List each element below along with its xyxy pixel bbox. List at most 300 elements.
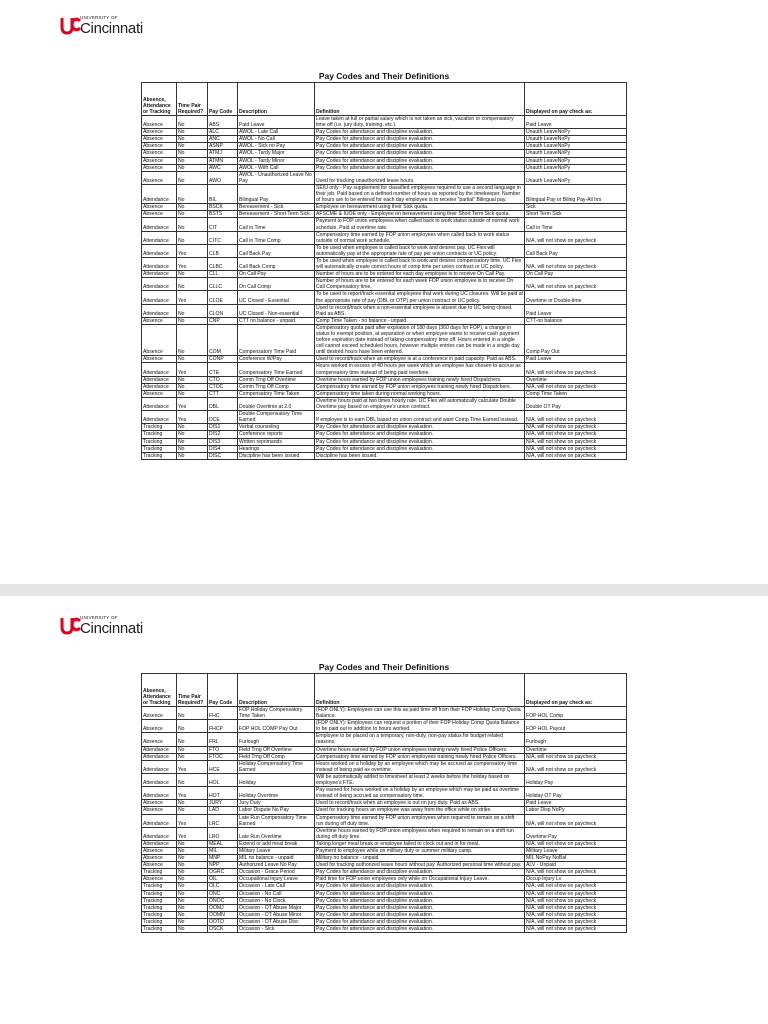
cell-paycheck: Paid Leave [525, 116, 627, 129]
cell-paycheck: Overtime or Double-time [525, 291, 627, 304]
logo-small-text: UNIVERSITY OF [80, 15, 118, 21]
cell-pay-code: CLON [208, 304, 238, 317]
cell-paycheck: N/A, will not show on paycheck [525, 438, 627, 445]
table-header-row [142, 674, 627, 707]
table-row [142, 271, 627, 278]
university-logo [60, 16, 143, 36]
cell-paycheck: Comp Time Taken [525, 390, 627, 397]
cell-type: Absence [142, 136, 177, 143]
cell-type: Tracking [142, 883, 177, 890]
cell-definition: If employee is to earn DBL based on union contract and want Comp Time Earned instead. [315, 411, 525, 424]
cell-description: Bereavement - Short Term Sick [238, 211, 315, 218]
table-row [142, 278, 627, 291]
cell-paycheck: MIL NoPay NoBal [525, 855, 627, 862]
cell-paycheck: FOP HOL Comp [525, 707, 627, 720]
cell-pay-code: CTO [208, 376, 238, 383]
cell-pay-code: OOMN [208, 911, 238, 918]
cell-time-pair: No [177, 116, 208, 129]
cell-definition: Pay Codes for attendance and discipline evaluation. [315, 143, 525, 150]
cell-description: FOP Holiday Compensatory Time Taken [238, 707, 315, 720]
cell-time-pair: No [177, 862, 208, 869]
cell-paycheck: ALV - Unpaid [525, 862, 627, 869]
cell-time-pair: No [177, 390, 208, 397]
cell-definition: SEIU only - Pay supplement for classified employees required to use a second language in their job. Paid based on a defined number of hours as reported by the timekeeper. Number of hours are to be entered for each day employee is to receive "partial" Bilingual pay. [315, 184, 525, 203]
header-type: Absence, Attendance or Tracking [142, 83, 177, 116]
table-row [142, 840, 627, 847]
cell-definition: Discipline has been issued. [315, 452, 525, 459]
cell-pay-code: FHC [208, 707, 238, 720]
cell-pay-code: JURY [208, 800, 238, 807]
cell-paycheck: N/A, will not show on paycheck [525, 890, 627, 897]
cell-type: Absence [142, 116, 177, 129]
cell-definition: Pay Codes for attendance and discipline evaluation. [315, 157, 525, 164]
cell-paycheck: N/A, will not show on paycheck [525, 431, 627, 438]
cell-time-pair: No [177, 800, 208, 807]
cell-type: Absence [142, 150, 177, 157]
cell-type: Attendance [142, 411, 177, 424]
cell-definition: Pay Codes for attendance and discipline evaluation. [315, 164, 525, 171]
cell-type: Attendance [142, 271, 177, 278]
cell-description: Field Trng Off Overtime [238, 746, 315, 753]
table-row [142, 753, 627, 760]
cell-pay-code: LRO [208, 827, 238, 840]
cell-paycheck: Call Back Pay [525, 244, 627, 257]
cell-definition: Payment to FOP union employees when called back to work status outside of normal work schedule. Paid at overtime rate. [315, 218, 525, 231]
cell-time-pair: Yes [177, 827, 208, 840]
cell-definition: Compensatory quota paid after expiration of 180 days (360 days for FOP), a change in status to exempt position, at separation or when employee wants to receive cash payment before expiration date instead of taking compensatory time off. Hours entered in a single cell cannot exceed scheduled hours, however multiple entries can be made in a single day until desired hours have been entered. [315, 324, 525, 355]
cell-definition: Pay Codes for attendance and discipline evaluation. [315, 438, 525, 445]
cell-pay-code: BSCK [208, 204, 238, 211]
cell-description: AWOL - Late Call [238, 129, 315, 136]
cell-pay-code: DIS4 [208, 445, 238, 452]
cell-description: Authorized Leave No Pay [238, 862, 315, 869]
cell-definition: Used to record/track when a non-essential employee is absent due to UC being closed. Paid as ABS. [315, 304, 525, 317]
cell-paycheck: Unauth LeaveNoPy [525, 171, 627, 184]
cell-pay-code: CNP [208, 317, 238, 324]
cell-pay-code: ABS [208, 116, 238, 129]
cell-paycheck: Bilingual Pay or Biling Pay-All hrs [525, 184, 627, 203]
cell-time-pair: No [177, 271, 208, 278]
table-row [142, 383, 627, 390]
cell-pay-code: CLBC [208, 257, 238, 270]
table-row [142, 171, 627, 184]
header-definition: Definition [315, 83, 525, 116]
cell-definition: Number of hours are to be entered for each day employee is to receive On Call Pay. [315, 271, 525, 278]
cell-paycheck: N/A, will not show on paycheck [525, 445, 627, 452]
table-row [142, 431, 627, 438]
cell-time-pair: No [177, 753, 208, 760]
cell-time-pair: No [177, 157, 208, 164]
cell-paycheck: N/A, will not show on paycheck [525, 363, 627, 376]
cell-definition: Used to record/track when an employee is at a conference in paid capacity. Paid as ABS. [315, 356, 525, 363]
cell-time-pair: No [177, 218, 208, 231]
table-row [142, 926, 627, 933]
cell-pay-code: CLB [208, 244, 238, 257]
cell-paycheck: N/A, will not show on paycheck [525, 424, 627, 431]
cell-paycheck: Paid Leave [525, 304, 627, 317]
cell-time-pair: No [177, 171, 208, 184]
table-row [142, 231, 627, 244]
cell-description: AWOL - With Call [238, 164, 315, 171]
cell-paycheck: CTT-no balance [525, 317, 627, 324]
cell-pay-code: ONOC [208, 897, 238, 904]
cell-time-pair: No [177, 720, 208, 733]
table-row [142, 363, 627, 376]
cell-paycheck: N/A, will not show on paycheck [525, 869, 627, 876]
cell-pay-code: CIT [208, 218, 238, 231]
cell-description: Compensatory Time Taken [238, 390, 315, 397]
cell-pay-code: DCE [208, 411, 238, 424]
cell-type: Tracking [142, 424, 177, 431]
cell-definition: Number of hours are to be entered for each week FOP union employee is to receive On Call Compensatory time. [315, 278, 525, 291]
cell-definition: Compensatory time taken during normal working hours. [315, 390, 525, 397]
cell-description: FOP HOL COMP Pay Out [238, 720, 315, 733]
cell-definition: Compensatory time earned by FOP union employees training newly hired Police Officers. [315, 753, 525, 760]
cell-time-pair: No [177, 383, 208, 390]
cell-description: AWOL - No Call [238, 136, 315, 143]
cell-paycheck: N/A, will not show on paycheck [525, 452, 627, 459]
cell-time-pair: No [177, 164, 208, 171]
cell-definition: Used to record/track when an employee is out on jury duty. Paid as ABS. [315, 800, 525, 807]
cell-paycheck: Short Term Sick [525, 211, 627, 218]
cell-type: Attendance [142, 746, 177, 753]
header-definition: Definition [315, 674, 525, 707]
cell-type: Tracking [142, 918, 177, 925]
cell-paycheck: Unauth LeaveNoPy [525, 164, 627, 171]
header-type: Absence, Attendance or Tracking [142, 674, 177, 707]
cell-description: Bilingual Pay [238, 184, 315, 203]
cell-type: Absence [142, 390, 177, 397]
cell-type: Attendance [142, 840, 177, 847]
cell-time-pair: No [177, 883, 208, 890]
cell-type: Absence [142, 855, 177, 862]
cell-paycheck: N/A, will not show on paycheck [525, 411, 627, 424]
cell-description: CTT no balance - unpaid [238, 317, 315, 324]
cell-paycheck: N/A, will not show on paycheck [525, 897, 627, 904]
table-row [142, 143, 627, 150]
cell-time-pair: No [177, 184, 208, 203]
table-header-row [142, 83, 627, 116]
cell-description: Call in Time Comp [238, 231, 315, 244]
cell-time-pair: No [177, 431, 208, 438]
cell-description: Late Run Overtime [238, 827, 315, 840]
cell-paycheck: N/A, will not show on paycheck [525, 840, 627, 847]
cell-type: Attendance [142, 787, 177, 800]
cell-pay-code: DBL [208, 397, 238, 410]
cell-paycheck: Overtime [525, 746, 627, 753]
cell-paycheck: N/A, will not show on paycheck [525, 911, 627, 918]
cell-paycheck: Paid Leave [525, 800, 627, 807]
table-row [142, 911, 627, 918]
cell-definition: Hours worked in excess of 40 hours per week which an employee has chosen to accrue as compensatory time instead of being paid overtime. [315, 363, 525, 376]
header-pay-code: Pay Code [208, 674, 238, 707]
cell-paycheck: N/A, will not show on paycheck [525, 383, 627, 390]
cell-time-pair: No [177, 911, 208, 918]
table-row [142, 397, 627, 410]
cell-pay-code: FHCP [208, 720, 238, 733]
logo-small-text: UNIVERSITY OF [80, 615, 118, 621]
cell-paycheck: N/A, will not show on paycheck [525, 231, 627, 244]
cell-description: UC Closed - Essential [238, 291, 315, 304]
cell-description: AWOL - Tardy Minor [238, 157, 315, 164]
cell-type: Absence [142, 800, 177, 807]
cell-type: Absence [142, 324, 177, 355]
cell-pay-code: CLL [208, 271, 238, 278]
uc-logo-mark-icon [60, 616, 82, 636]
cell-description: Double Compensatory Time Earned [238, 411, 315, 424]
cell-type: Absence [142, 847, 177, 854]
cell-definition: Comp Time Taken - no balance - unpaid. [315, 317, 525, 324]
cell-definition: (FOP ONLY): Employees can use this as paid time off from their FOP Holiday Comp Quota Balance. [315, 707, 525, 720]
table-row [142, 291, 627, 304]
table-row [142, 157, 627, 164]
cell-type: Absence [142, 356, 177, 363]
page-title: Pay Codes and Their Definitions [318, 662, 450, 672]
cell-description: Double Overtime at 2.0 [238, 397, 315, 410]
cell-time-pair: No [177, 304, 208, 317]
cell-definition: Leave taken at full or partial salary which is not taken as sick, vacation or compensatory time off (i.e. jury duty, training, etc.). [315, 116, 525, 129]
cell-time-pair: No [177, 376, 208, 383]
logo-big-text: Cincinnati [80, 20, 143, 37]
cell-type: Attendance [142, 244, 177, 257]
header-description: Description [238, 83, 315, 116]
table-row [142, 746, 627, 753]
page-title: Pay Codes and Their Definitions [318, 71, 450, 81]
cell-definition: Pay Codes for attendance and discipline evaluation. [315, 911, 525, 918]
cell-type: Tracking [142, 445, 177, 452]
cell-time-pair: No [177, 890, 208, 897]
cell-pay-code: ASNP [208, 143, 238, 150]
cell-description: Occasion - OT Abuse Minor [238, 911, 315, 918]
cell-pay-code: OSCK [208, 926, 238, 933]
cell-description: Comm Trng Off Comp [238, 383, 315, 390]
cell-time-pair: No [177, 211, 208, 218]
table-row [142, 452, 627, 459]
cell-description: Furlough [238, 733, 315, 746]
cell-description: Military Leave [238, 847, 315, 854]
cell-paycheck: Furlough [525, 733, 627, 746]
cell-type: Tracking [142, 890, 177, 897]
cell-time-pair: No [177, 746, 208, 753]
cell-paycheck: N/A, will not show on paycheck [525, 760, 627, 773]
cell-pay-code: OOMJ [208, 904, 238, 911]
cell-pay-code: CLLC [208, 278, 238, 291]
cell-time-pair: Yes [177, 291, 208, 304]
cell-paycheck: Call in Time [525, 218, 627, 231]
cell-definition: Pay earned for hours worked on a holiday by an employee which may be paid as overtime instead of being accrued as compensatory time. [315, 787, 525, 800]
cell-description: Labor Dispute No Pay [238, 807, 315, 814]
cell-definition: Pay Codes for attendance and discipline evaluation. [315, 904, 525, 911]
table-row [142, 424, 627, 431]
cell-description: AWOL - Tardy Major [238, 150, 315, 157]
cell-definition: Pay Codes for attendance and discipline evaluation. [315, 883, 525, 890]
cell-time-pair: No [177, 143, 208, 150]
cell-paycheck: FOP HOL Payout [525, 720, 627, 733]
cell-pay-code: LRC [208, 814, 238, 827]
cell-pay-code: FTO [208, 746, 238, 753]
header-time-pair: Time Pair Required? [177, 674, 208, 707]
cell-paycheck: Overtime [525, 376, 627, 383]
cell-definition: Overtime hours paid at two times hourly rate. UC Flex will automatically calculate Double Overtime pay based on employee's union contract. [315, 397, 525, 410]
cell-paycheck: Holiday OT Pay [525, 787, 627, 800]
cell-time-pair: Yes [177, 760, 208, 773]
cell-time-pair: No [177, 855, 208, 862]
cell-pay-code: BIL [208, 184, 238, 203]
table-row [142, 890, 627, 897]
cell-definition: Pay Codes for attendance and discipline evaluation. [315, 445, 525, 452]
cell-time-pair: No [177, 707, 208, 720]
cell-type: Attendance [142, 218, 177, 231]
table-row [142, 218, 627, 231]
cell-time-pair: No [177, 129, 208, 136]
cell-paycheck: N/A, will not show on paycheck [525, 904, 627, 911]
cell-definition: Overtime hours earned by FOP union employees training newly hired Police Officers. [315, 746, 525, 753]
cell-time-pair: No [177, 773, 208, 786]
cell-definition: Pay Codes for attendance and discipline evaluation. [315, 129, 525, 136]
cell-description: Conference W/Pay [238, 356, 315, 363]
cell-type: Attendance [142, 773, 177, 786]
cell-type: Absence [142, 143, 177, 150]
cell-description: Discipline has been issued [238, 452, 315, 459]
cell-description: Hearings [238, 445, 315, 452]
cell-time-pair: No [177, 317, 208, 324]
cell-time-pair: No [177, 438, 208, 445]
cell-type: Attendance [142, 363, 177, 376]
table-row [142, 184, 627, 203]
cell-type: Attendance [142, 753, 177, 760]
cell-time-pair: No [177, 869, 208, 876]
cell-pay-code: BSTS [208, 211, 238, 218]
cell-definition: (FOP ONLY): Employees can request a portion of their FOP Holiday Comp Quota Balance to be paid out in addition to hours worked. [315, 720, 525, 733]
cell-pay-code: AWC [208, 164, 238, 171]
cell-pay-code: DIS2 [208, 431, 238, 438]
cell-description: Occasion - Late Call [238, 883, 315, 890]
cell-time-pair: Yes [177, 257, 208, 270]
cell-time-pair: Yes [177, 244, 208, 257]
cell-description: Call Back Comp [238, 257, 315, 270]
cell-pay-code: DIS1 [208, 424, 238, 431]
table-row [142, 707, 627, 720]
cell-pay-code: CITC [208, 231, 238, 244]
table-row [142, 257, 627, 270]
cell-type: Attendance [142, 760, 177, 773]
cell-type: Attendance [142, 814, 177, 827]
cell-pay-code: OGRC [208, 869, 238, 876]
cell-pay-code: MIL [208, 847, 238, 854]
cell-pay-code: OOTO [208, 918, 238, 925]
cell-description: Holiday Overtime [238, 787, 315, 800]
table-row [142, 918, 627, 925]
cell-definition: Employee to be placed on a temporary, non-duty, non-pay status for budget related reasons. [315, 733, 525, 746]
university-logo [60, 616, 143, 636]
cell-paycheck: N/A, will not show on paycheck [525, 753, 627, 760]
cell-description: On Call Comp [238, 278, 315, 291]
cell-description: Jury Duty [238, 800, 315, 807]
cell-definition: Pay Codes for attendance and discipline evaluation. [315, 926, 525, 933]
cell-definition: Employee on bereavement using their Sick quota. [315, 204, 525, 211]
cell-type: Tracking [142, 911, 177, 918]
cell-paycheck: Military Leave [525, 847, 627, 854]
cell-time-pair: No [177, 136, 208, 143]
cell-paycheck: Comp Pay Out [525, 324, 627, 355]
header-description: Description [238, 674, 315, 707]
table-row [142, 150, 627, 157]
cell-type: Attendance [142, 383, 177, 390]
cell-type: Absence [142, 129, 177, 136]
cell-definition: Compensatory time earned by FOP union employees when called back to work status outside of normal work schedule. [315, 231, 525, 244]
cell-pay-code: CTOC [208, 383, 238, 390]
cell-paycheck: N/A, will not show on paycheck [525, 278, 627, 291]
cell-description: Call Back Pay [238, 244, 315, 257]
cell-paycheck: Unauth LeaveNoPy [525, 157, 627, 164]
cell-time-pair: No [177, 231, 208, 244]
cell-paycheck: N/A, will not show on paycheck [525, 926, 627, 933]
table-row [142, 869, 627, 876]
cell-description: MIL no balance - unpaid [238, 855, 315, 862]
cell-time-pair: No [177, 278, 208, 291]
cell-definition: Compensatory time earned by FOP union employees when required to remain on a shift run during off duty time. [315, 814, 525, 827]
cell-time-pair: No [177, 733, 208, 746]
table-row [142, 760, 627, 773]
cell-paycheck: Occup Injury Lv [525, 876, 627, 883]
cell-pay-code: ALC [208, 129, 238, 136]
cell-definition: Hours worked on a holiday by an employee which may be accrued as compensatory time instead of being paid as overtime. [315, 760, 525, 773]
table-row [142, 438, 627, 445]
cell-time-pair: Yes [177, 787, 208, 800]
cell-pay-code: MNP [208, 855, 238, 862]
cell-time-pair: No [177, 876, 208, 883]
logo-big-text: Cincinnati [80, 620, 143, 637]
table-row [142, 847, 627, 854]
cell-pay-code: FTOC [208, 753, 238, 760]
cell-pay-code: CTE [208, 363, 238, 376]
cell-paycheck: Labor Disp NoPy [525, 807, 627, 814]
cell-type: Absence [142, 720, 177, 733]
table-row [142, 897, 627, 904]
table-row [142, 883, 627, 890]
cell-time-pair: No [177, 452, 208, 459]
header-time-pair: Time Pair Required? [177, 83, 208, 116]
cell-description: Bereavement - Sick [238, 204, 315, 211]
cell-paycheck: Unauth LeaveNoPy [525, 129, 627, 136]
cell-definition: Used for tracking hours an employee was away from the office while on strike. [315, 807, 525, 814]
cell-description: Occasion - OT Abuse Major [238, 904, 315, 911]
cell-description: Written reprimands [238, 438, 315, 445]
cell-description: Occupational Injury Leave [238, 876, 315, 883]
cell-pay-code: CLOE [208, 291, 238, 304]
table-row [142, 827, 627, 840]
cell-description: Holiday [238, 773, 315, 786]
cell-definition: Pay Codes for attendance and discipline evaluation. [315, 869, 525, 876]
cell-pay-code: AWO [208, 171, 238, 184]
cell-type: Attendance [142, 231, 177, 244]
cell-description: Verbal counseling [238, 424, 315, 431]
cell-type: Attendance [142, 304, 177, 317]
cell-definition: To be used to report/track essential employees that work during UC closures. Will be paid at the appropriate rate of pay (DBL or OTP) per union contract or UC policy. [316, 291, 523, 304]
cell-description: Comm Trng Off Overtime [238, 376, 315, 383]
table-row [142, 390, 627, 397]
cell-pay-code: NPP [208, 862, 238, 869]
cell-definition: Overtime hours earned by FOP union employees when required to remain on a shift run during off duty time. [315, 827, 525, 840]
table-row [142, 733, 627, 746]
cell-type: Absence [142, 171, 177, 184]
cell-type: Absence [142, 707, 177, 720]
cell-type: Attendance [142, 397, 177, 410]
cell-description: Occasion - Grace Period [238, 869, 315, 876]
table-row [142, 164, 627, 171]
cell-paycheck: N/A, will not show on paycheck [525, 257, 627, 270]
table-row [142, 904, 627, 911]
